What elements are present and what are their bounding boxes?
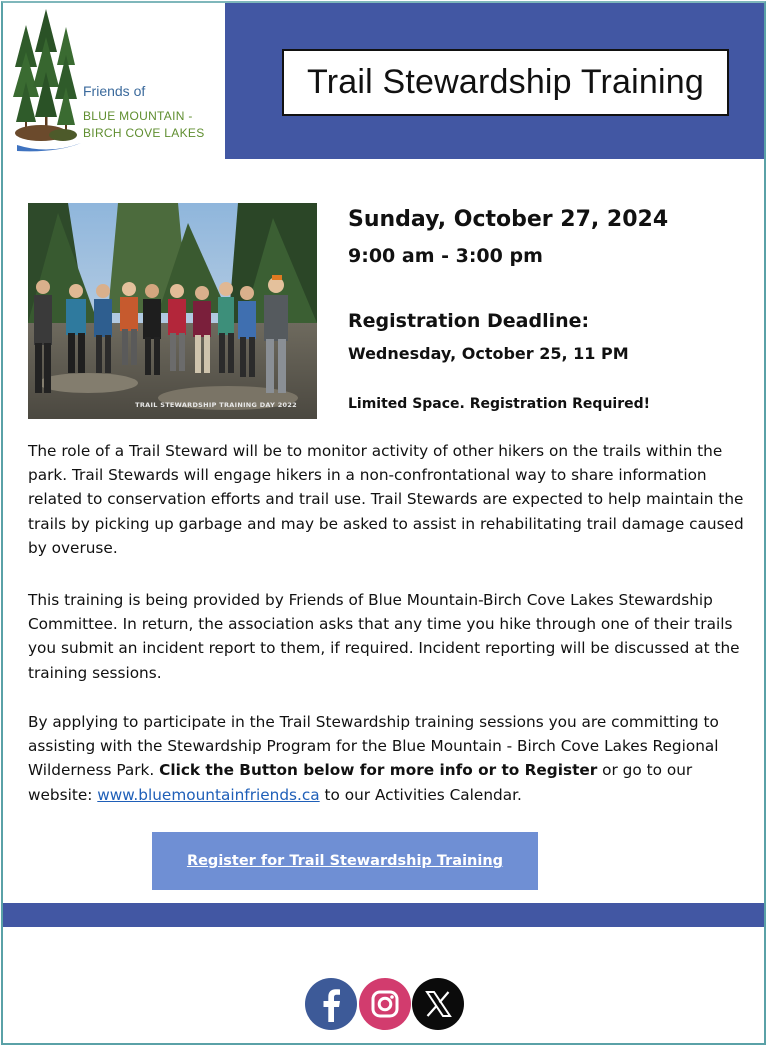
x-icon[interactable] [412,978,464,1030]
commitment-text-start: By applying to participate in the Trail Stewardship training sessions you are committing to assisting with the Stewardship Program for the Blue Mountain - Birch Cove Lakes Regional Wilderness Park. [28,713,719,780]
commitment-text-end: to our Activities Calendar. [319,785,522,804]
commitment-text-mid: or go to our website: [28,761,693,804]
register-button[interactable] [152,832,538,890]
newsletter-frame [1,1,766,1045]
photo-caption: TRAIL STEWARDSHIP TRAINING DAY 2022 [135,401,297,409]
footer-band [3,903,764,927]
deadline-label: Registration Deadline: [348,310,590,332]
group-photo-image [28,203,317,419]
x-glyph [412,978,464,1030]
pine-trees-icon [11,7,81,143]
commitment-bold-text: Click the Button below for more info or to Register [159,761,598,780]
water-swoosh-icon [17,141,81,153]
paragraph-commitment [28,710,748,807]
logo-line-2: BIRCH COVE LAKES [83,126,205,140]
logo-line-1: BLUE MOUNTAIN - [83,109,193,123]
website-link[interactable]: www.bluemountainfriends.ca [97,785,320,804]
paragraph-role: The role of a Trail Steward will be to monitor activity of other hikers on the trails within the park. Trail Stewards will engage hikers in a non-confrontational way to share information related to conservation efforts and trail use. Trail Stewards are expected to help maintain the trails by picking up garbage and may be asked to assist in rehabilitating trail damage caused by overuse. [28,442,744,557]
instagram-icon[interactable] [359,978,411,1030]
header [3,3,764,159]
event-time: 9:00 am - 3:00 pm [348,245,543,267]
page-title: Trail Stewardship Training [307,63,704,101]
title-box [282,49,729,116]
facebook-icon[interactable] [305,978,357,1030]
register-button-label: Register for Trail Stewardship Training [186,853,504,869]
paragraph-provider: This training is being provided by Friends of Blue Mountain-Birch Cove Lakes Stewardship Committee. In return, the association asks that any time you hike through one of their trails you submit an incident report to them, if required. Incident reporting will be discussed at the training sessions. [28,591,740,682]
event-date: Sunday, October 27, 2024 [348,207,669,232]
facebook-glyph [305,978,357,1030]
logo-friends-of: Friends of [83,83,146,99]
instagram-glyph [359,978,411,1030]
deadline-date: Wednesday, October 25, 11 PM [348,344,629,363]
header-band [225,3,766,159]
limited-space-notice: Limited Space. Registration Required! [348,396,651,412]
group-photo [28,203,317,419]
org-logo[interactable] [3,3,225,159]
